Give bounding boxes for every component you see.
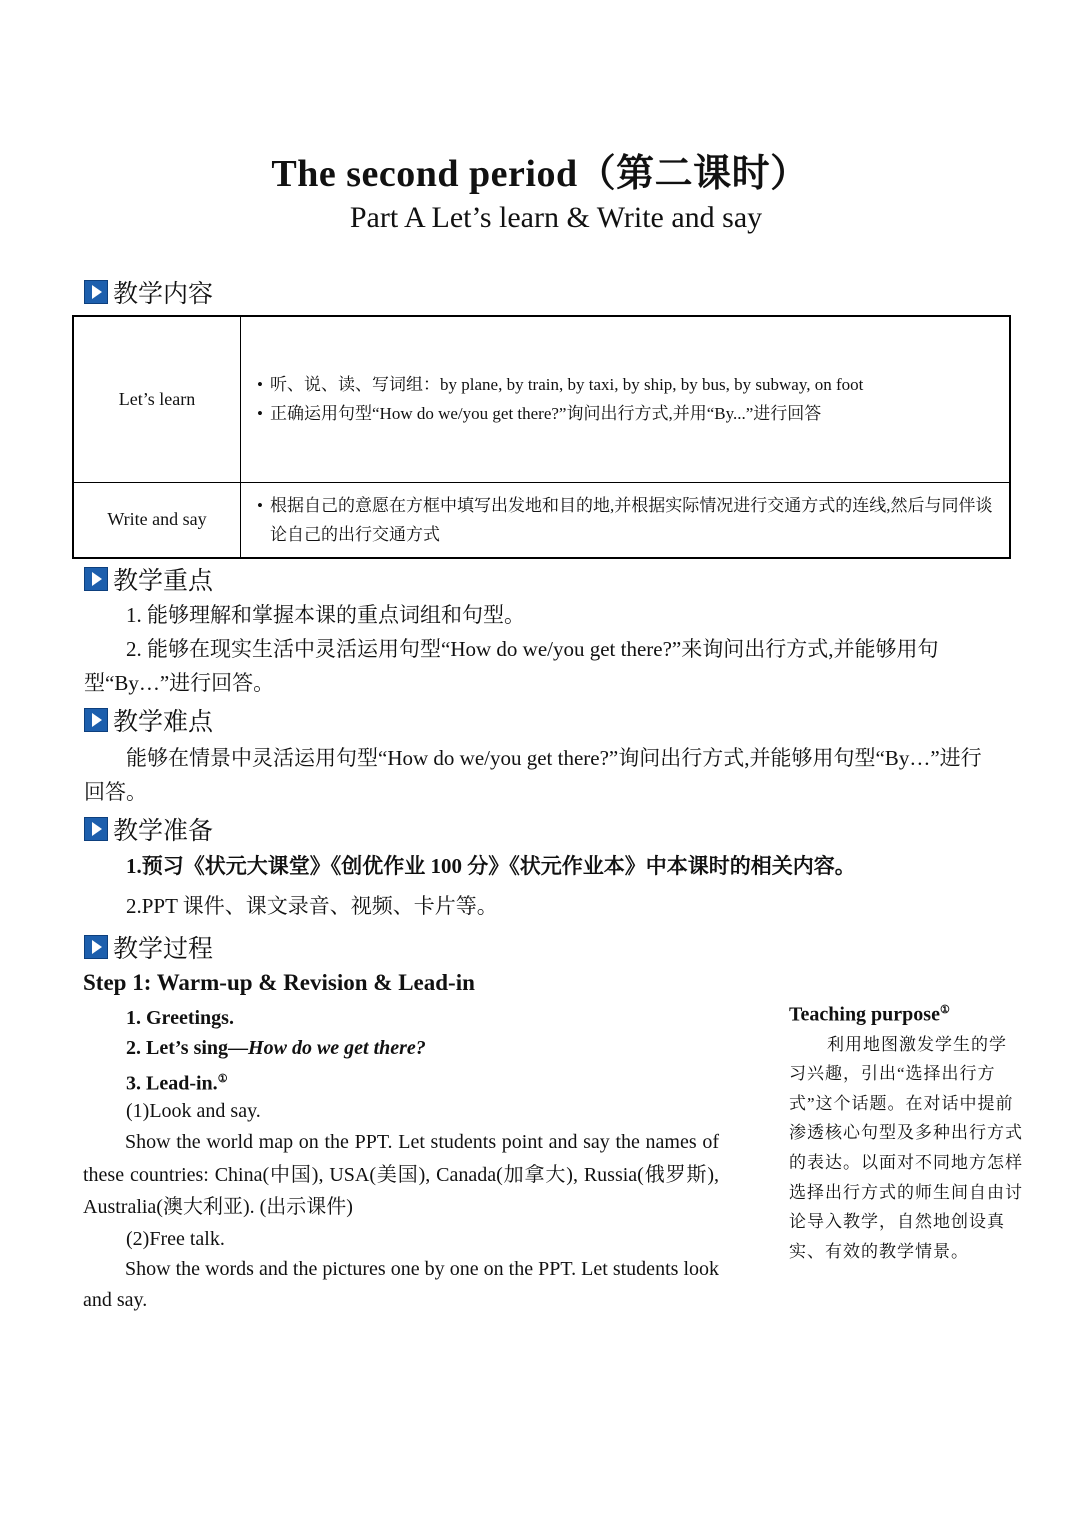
preparation-item: 2.PPT 课件、课文录音、视频、卡片等。 [126,894,498,918]
bullet-text: 正确运用句型“How do we/you get there?”询问出行方式,并用“By...”进行回答 [270,404,822,424]
play-marker-icon [84,280,108,304]
teaching-purpose-sidebar [789,995,1023,1266]
table-row-content [241,482,1011,558]
section-heading-difficulties [84,704,213,736]
play-marker-icon [84,708,108,732]
song-title: How do we get there? [248,1037,426,1059]
table-row [73,482,1010,558]
bullet-text: 根据自己的意愿在方框中填写出发地和目的地,并根据实际情况进行交通方式的连线,然后与同伴谈论自己的出行交通方式 [270,495,993,544]
play-marker-icon [84,567,108,591]
key-points [84,598,996,700]
footnote-mark: ① [217,1073,228,1085]
look-say-text: Show the world map on the PPT. Let students point and say the names of these countries: China(中国), USA(美国), Canada(加拿大), Russia(俄罗斯), Australia(澳大利亚). (出示课件) [83,1131,719,1218]
play-marker-icon [84,817,108,841]
play-marker-icon [84,935,108,959]
section-heading-preparation [84,813,213,845]
sing-item [126,1033,426,1064]
table-row-label: Write and say [73,482,241,558]
section-heading-label: 教学难点 [113,709,214,736]
sidebar-text: 利用地图激发学生的学习兴趣，引出“选择出行方式”这个话题。在对话中提前渗透核心句型及多种出行方式的表达。以面对不同地方怎样选择出行方式的师生间自由讨论导入教学，自然地创设真实、有效的教学情景。 [789,1034,1023,1261]
page-subtitle: Part A Let’s learn & Write and say [349,201,763,234]
key-point-item: 1. 能够理解和掌握本课的重点词组和句型。 [126,603,525,627]
section-heading-label: 教学过程 [113,936,214,963]
content-table [72,315,1011,559]
list-item: • 正确运用句型“How do we/you get there?”询问出行方式,并用“By...”进行回答 [257,399,997,428]
section-heading-label: 教学内容 [113,281,214,308]
section-heading-process [84,931,213,963]
greetings-item: 1. Greetings. [126,1007,234,1029]
section-heading-content [84,276,213,308]
section-heading-key-points [84,563,213,595]
sidebar-title [789,995,1023,1030]
table-row-content [241,316,1011,482]
sidebar-title-label: Teaching purpose [789,1003,940,1026]
sing-prefix: 2. Let’s sing— [126,1037,249,1059]
section-heading-label: 教学准备 [113,818,214,845]
free-talk-text: Show the words and the pictures one by one on the PPT. Let students look and say. [83,1258,719,1311]
key-point-item: 2. 能够在现实生活中灵活运用句型“How do we/you get there?”来询问出行方式,并能够用句型“By…”进行回答。 [84,637,939,695]
table-row-label: Let’s learn [73,316,241,482]
leadin-label: 3. Lead-in. [126,1072,218,1095]
step-title: Step 1: Warm-up & Revision & Lead-in [83,970,475,995]
footnote-mark: ① [939,1004,950,1016]
list-item: • 根据自己的意愿在方框中填写出发地和目的地,并根据实际情况进行交通方式的连线,然后与同伴谈论自己的出行交通方式 [257,491,997,549]
page-title: The second period（第二课时） [271,153,809,195]
free-talk-label: (2)Free talk. [126,1228,225,1250]
look-say-label: (1)Look and say. [126,1100,261,1122]
section-heading-label: 教学重点 [113,568,214,595]
difficulties-text: 能够在情景中灵活运用句型“How do we/you get there?”询问出行方式,并能够用句型“By…”进行回答。 [84,746,982,804]
preparation-item: 1.预习《状元大课堂》《创优作业 100 分》《状元作业本》中本课时的相关内容。 [126,854,856,878]
table-row [73,316,1010,482]
bullet-text: 听、说、读、写词组：by plane, by train, by taxi, by ship, by bus, by subway, on foot [270,375,864,395]
list-item: • 听、说、读、写词组：by plane, by train, by taxi, by ship, by bus, by subway, on foot [257,370,997,399]
leadin-item [126,1064,228,1100]
